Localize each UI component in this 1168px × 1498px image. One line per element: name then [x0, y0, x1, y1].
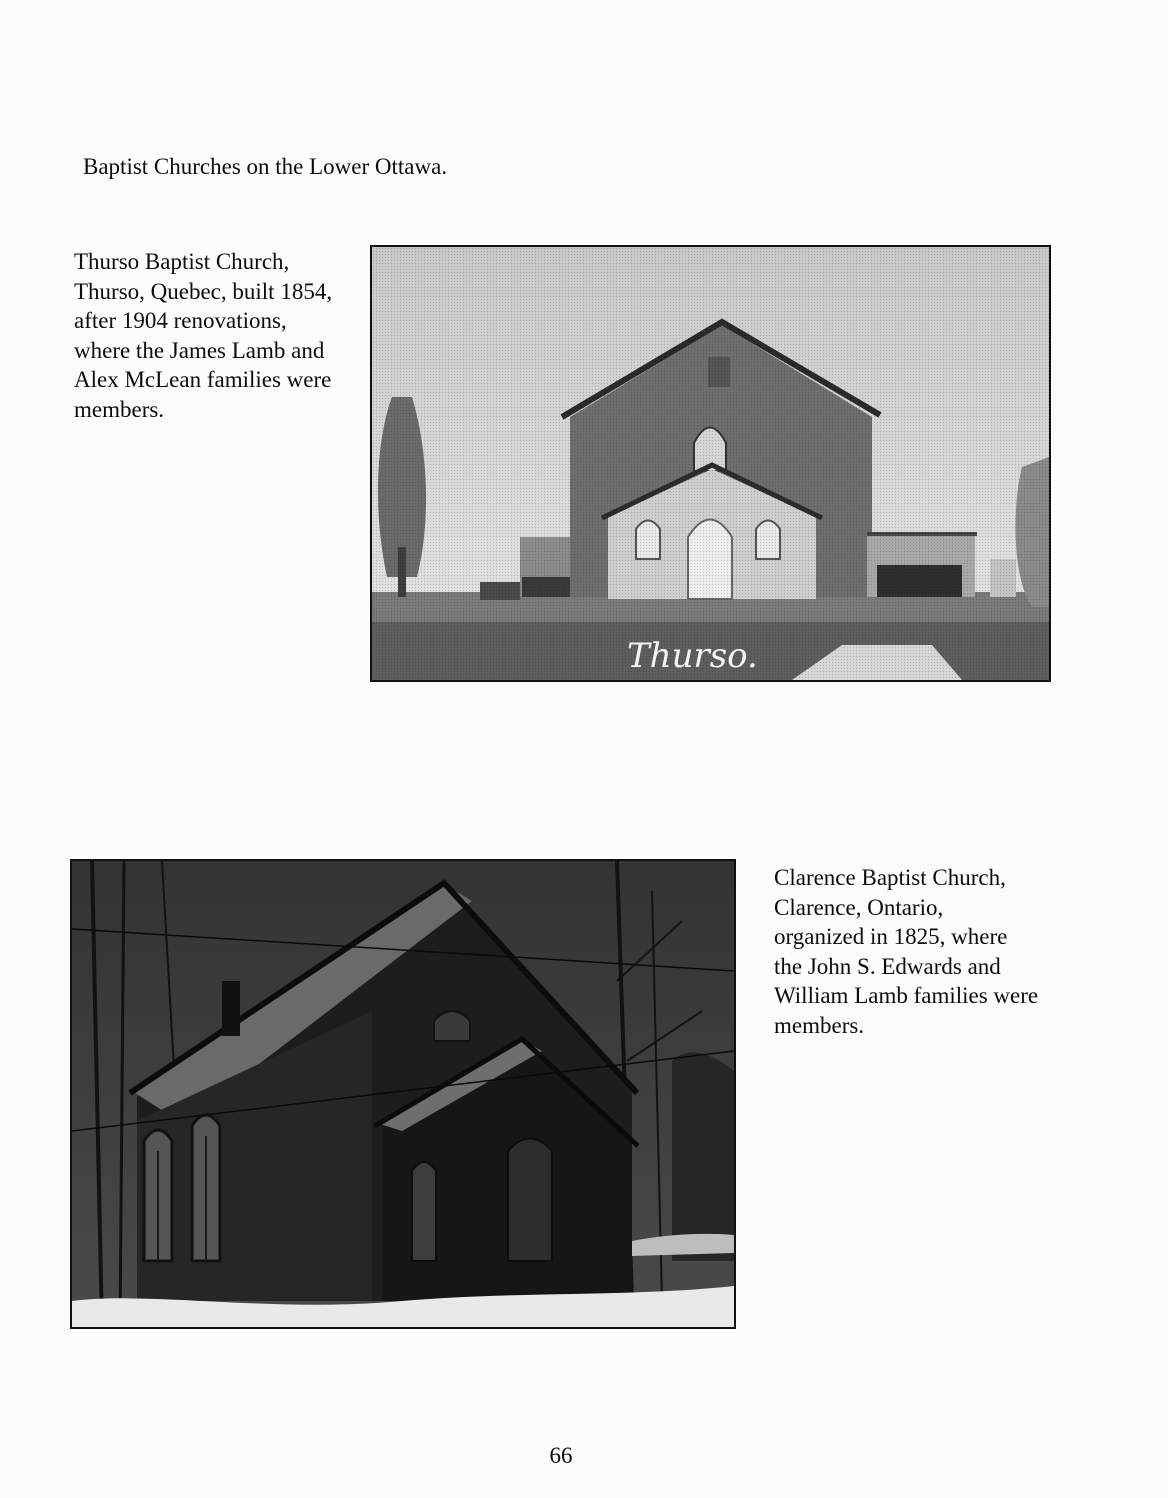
- page-number: 66: [549, 1443, 573, 1468]
- caption-line: organized in 1825, where: [774, 924, 1008, 949]
- caption-line: Clarence Baptist Church,: [774, 865, 1006, 890]
- clarence-caption: [774, 863, 1094, 1040]
- caption-line: William Lamb families were: [774, 983, 1039, 1008]
- caption-line: the John S. Edwards and: [774, 953, 1001, 979]
- caption-line: Clarence, Ontario,: [774, 894, 944, 920]
- caption-line: after 1904 renovations,: [74, 308, 287, 333]
- caption-line: members.: [74, 396, 165, 422]
- thurso-caption: [74, 247, 364, 424]
- caption-line: Alex McLean families were: [74, 367, 332, 392]
- clarence-church-image: [72, 861, 734, 1327]
- thurso-inscription: Thurso.: [627, 636, 758, 676]
- clarence-church-photo: [70, 859, 736, 1329]
- caption-line: where the James Lamb and: [74, 337, 325, 363]
- caption-line: Thurso, Quebec, built 1854,: [74, 278, 333, 304]
- caption-line: Thurso Baptist Church,: [74, 249, 290, 274]
- thurso-church-image: [372, 247, 1049, 680]
- thurso-church-photo: [370, 245, 1051, 682]
- caption-line: members.: [774, 1012, 865, 1038]
- page-heading: Baptist Churches on the Lower Ottawa.: [83, 154, 448, 179]
